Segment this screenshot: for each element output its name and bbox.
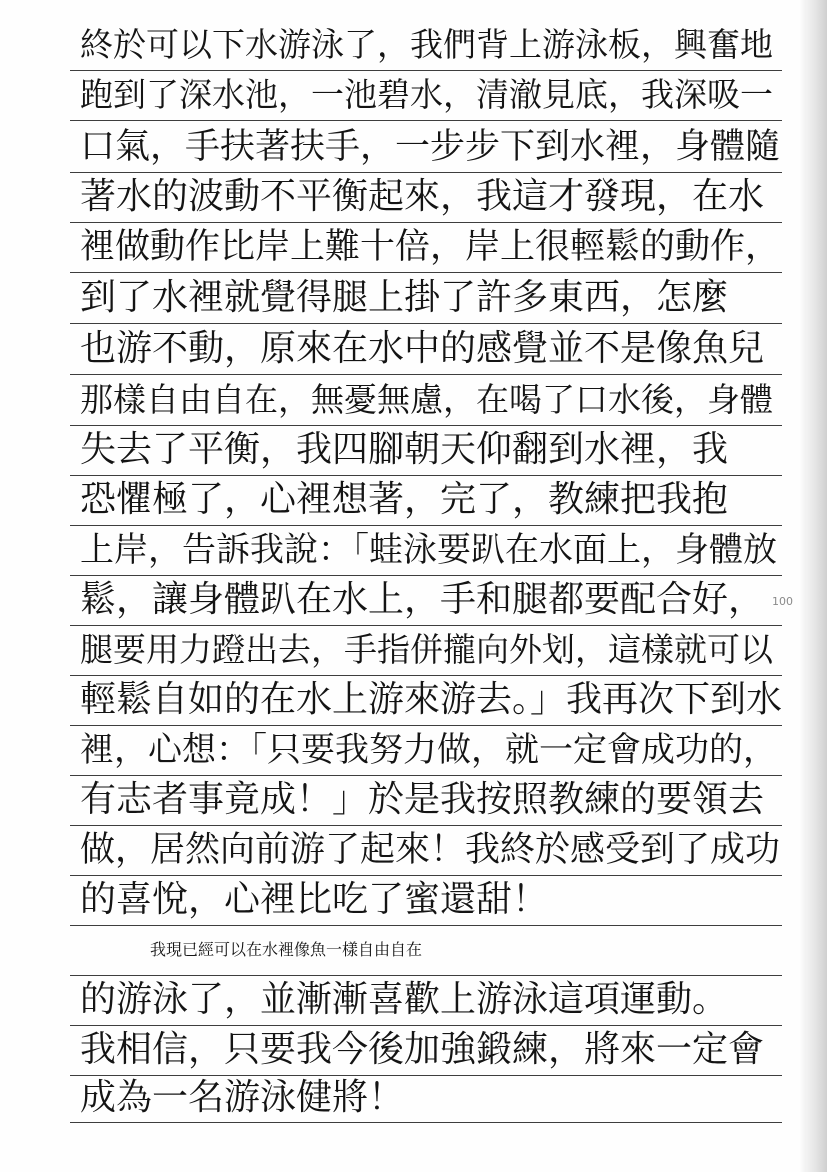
essay-line: 輕鬆自如的在水上游來游去。」我再次下到水 [80,679,783,720]
essay-line: 腿要用力蹬出去，手指併攏向外划，這樣就可以 [80,630,773,669]
essay-line: 著水的波動不平衡起來，我這才發現，在水 [80,176,765,217]
ruled-line [70,222,782,223]
essay-line: 上岸，告訴我說：「蛙泳要趴在水面上，身體放 [80,530,777,570]
binding-shadow [799,0,806,1172]
ruled-line [70,925,782,926]
ruled-line [70,975,782,976]
ruled-line [70,775,782,776]
ruled-line [70,525,782,526]
ruled-line [70,70,782,71]
ruled-line [70,172,782,173]
essay-line: 跑到了深水池，一池碧水，清澈見底，我深吸一 [80,75,773,114]
essay-line: 裡做動作比岸上難十倍，岸上很輕鬆的動作， [80,227,781,267]
ruled-line [70,120,782,121]
ruled-line [70,475,782,476]
essay-line: 成為一名游泳健將！ [80,1077,405,1118]
essay-line: 失去了平衡，我四腳朝天仰翻到水裡，我 [80,429,729,470]
ruled-line [70,725,782,726]
ruled-line [70,323,782,324]
essay-line: 裡，心想：「只要我努力做，就一定會成功的， [80,730,777,770]
essay-line: 恐懼極了，心裡想著，完了，教練把我抱 [80,479,729,520]
ruled-line [70,825,782,826]
essay-line: 我相信，只要我今後加強鍛練，將來一定會 [80,1029,765,1070]
essay-paragraph-start-line: 我現已經可以在水裡像魚一樣自由自在 [150,940,423,959]
ruled-line [70,1025,782,1026]
ruled-line [70,575,782,576]
ruled-line [70,875,782,876]
essay-line: 做，居然向前游了起來！我終於感受到了成功 [80,830,781,870]
ruled-line [70,675,782,676]
ruled-line [70,625,782,626]
essay-line: 終於可以下水游泳了，我們背上游泳板，興奮地 [80,25,773,64]
notebook-binding-edge [806,0,827,1172]
essay-line: 也游不動，原來在水中的感覺並不是像魚兒 [80,328,765,369]
essay-line: 到了水裡就覺得腿上掛了許多東西，怎麼 [80,277,729,318]
ruled-line [70,272,782,273]
ruled-line [70,425,782,426]
essay-line: 那樣自由自在，無憂無慮，在喝了口水後，身體 [80,380,773,419]
ruled-line [70,1122,782,1123]
margin-note: 100 [772,595,793,608]
essay-line: 的游泳了，並漸漸喜歡上游泳這項運動。 [80,979,729,1020]
essay-line: 的喜悅，心裡比吃了蜜還甜！ [80,879,549,920]
essay-line: 口氣，手扶著扶手，一步步下到水裡，身體隨 [80,127,781,167]
essay-line: 鬆，讓身體趴在水上，手和腿都要配合好， [80,579,765,620]
ruled-line [70,374,782,375]
essay-line: 有志者事竟成！」於是我按照教練的要領去 [80,779,765,820]
